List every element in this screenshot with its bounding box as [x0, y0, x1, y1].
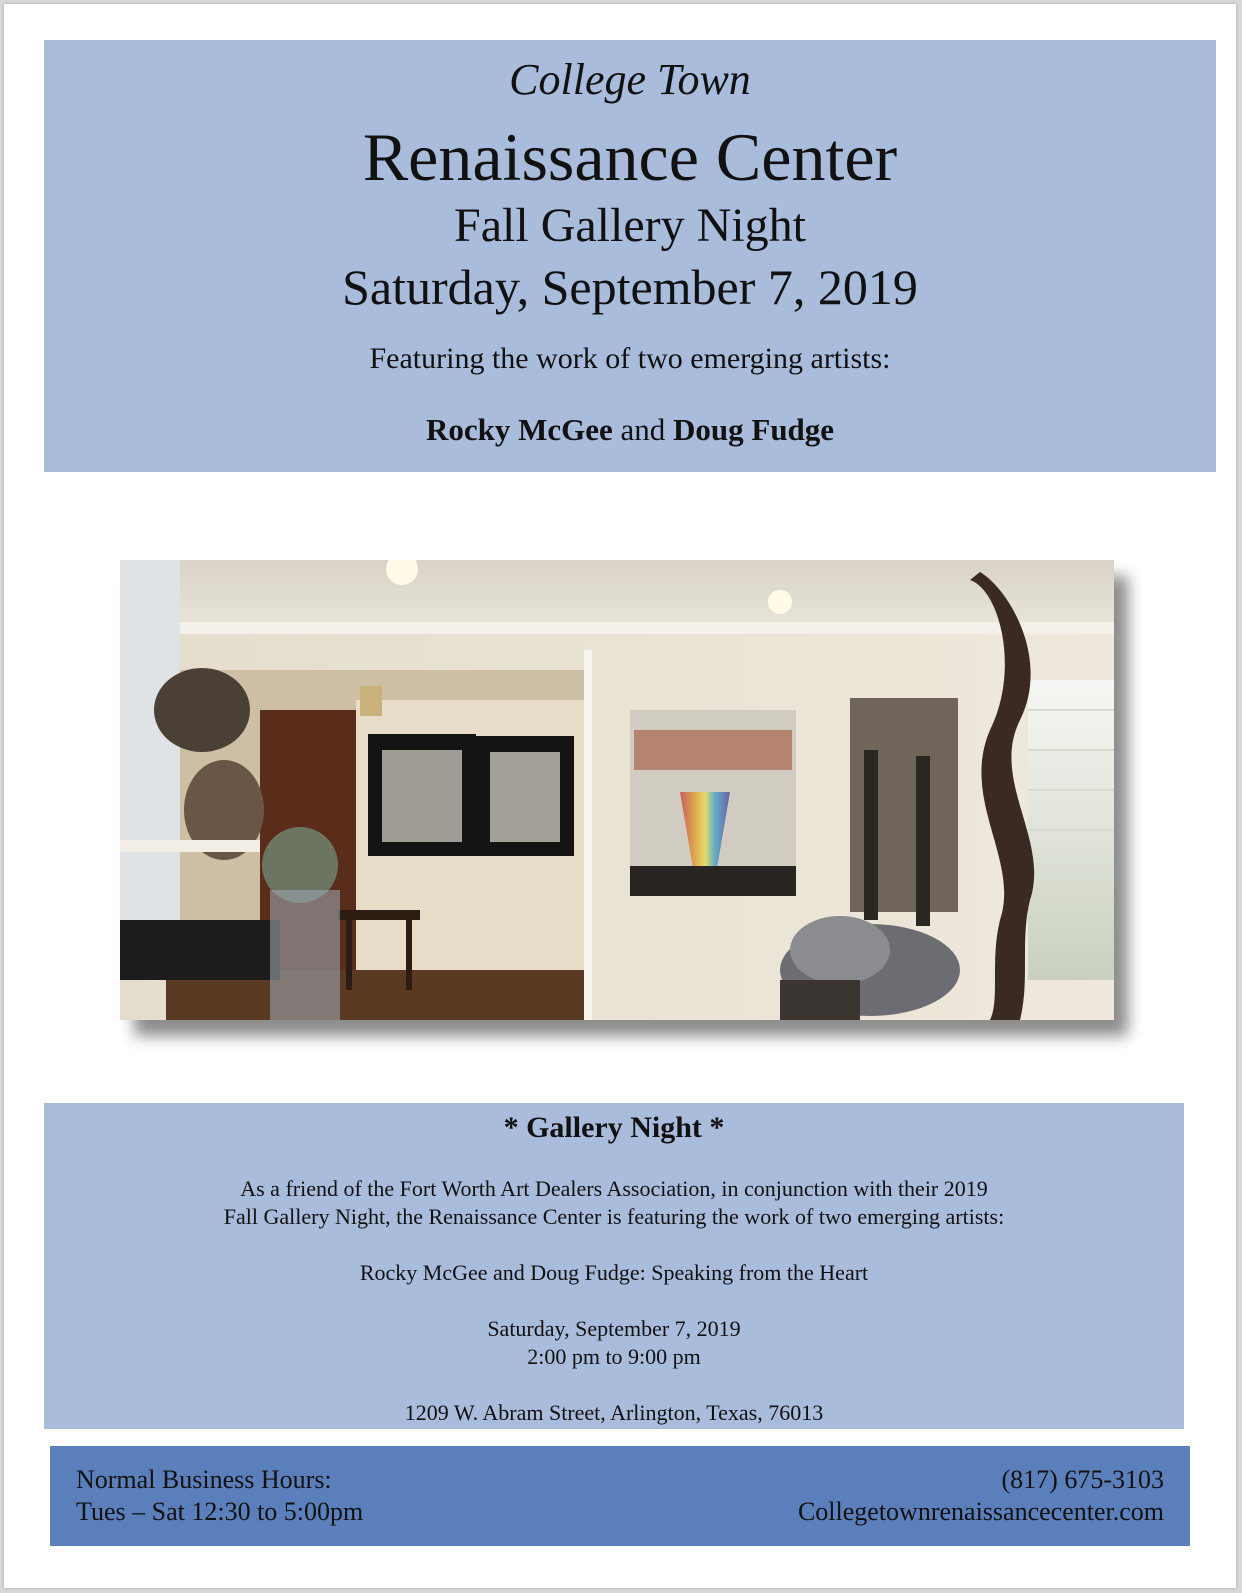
footer-band: [50, 1446, 1190, 1546]
header-artists: [44, 412, 1216, 448]
info-paragraph-line-2: Fall Gallery Night, the Renaissance Center is featuring the work of two emerging artists:: [223, 1204, 1005, 1229]
header-featuring: Featuring the work of two emerging artists:: [369, 342, 891, 375]
info-band: [44, 1103, 1184, 1429]
info-paragraph-line-1: As a friend of the Fort Worth Art Dealers Association, in conjunction with their 2019: [240, 1176, 988, 1201]
artist-conjunction: and: [620, 412, 666, 447]
info-date: Saturday, September 7, 2019: [487, 1316, 741, 1341]
info-heading: * Gallery Night *: [503, 1111, 725, 1144]
artist-name-1: Rocky McGee: [425, 412, 613, 447]
gallery-photo: [120, 560, 1114, 1020]
artist-name-2: Doug Fudge: [673, 412, 835, 447]
header-date: Saturday, September 7, 2019: [342, 259, 918, 315]
hours-label: Normal Business Hours:: [76, 1465, 332, 1494]
contact-info: [798, 1464, 1164, 1528]
info-time: 2:00 pm to 9:00 pm: [527, 1344, 701, 1369]
header-subtitle: College Town: [509, 55, 751, 104]
header-title: Renaissance Center: [362, 119, 898, 195]
hours-value: Tues – Sat 12:30 to 5:00pm: [76, 1497, 364, 1526]
gallery-photo-icon: [120, 560, 1114, 1020]
website-link[interactable]: Collegetownrenaissancecenter.com: [797, 1497, 1164, 1526]
flyer-page: [4, 4, 1236, 1588]
info-show-title: Rocky McGee and Doug Fudge: Speaking from the Heart: [359, 1260, 869, 1285]
phone-number: (817) 675-3103: [1001, 1465, 1164, 1494]
header-band: [44, 40, 1216, 472]
info-address: 1209 W. Abram Street, Arlington, Texas, 76013: [404, 1400, 824, 1425]
business-hours: [76, 1464, 363, 1528]
header-event: Fall Gallery Night: [454, 199, 806, 252]
